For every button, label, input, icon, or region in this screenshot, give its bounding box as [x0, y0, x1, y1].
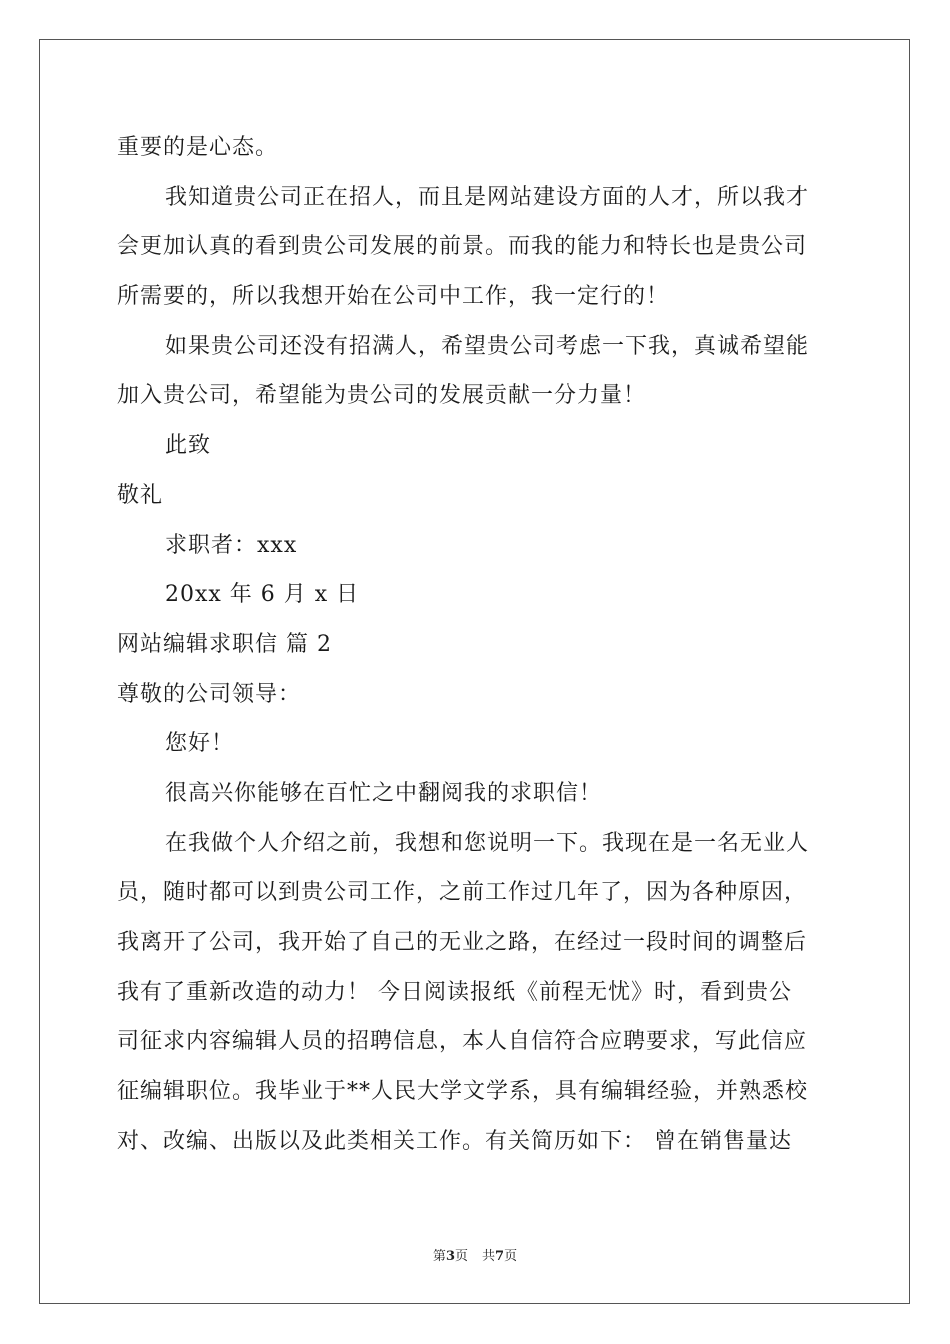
greeting-recipient: 尊敬的公司领导： [117, 682, 302, 707]
text-line: 如果贵公司还没有招满人，希望贵公司考虑一下我，真诚希望能 [165, 334, 810, 359]
text-line: 我有了重新改造的动力！ 今日阅读报纸《前程无忧》时，看到贵公 [117, 980, 792, 1005]
text-line: 对、改编、出版以及此类相关工作。有关简历如下： 曾在销售量达 [117, 1129, 792, 1154]
text-line: 司征求内容编辑人员的招聘信息，本人自信符合应聘要求，写此信应 [117, 1029, 808, 1054]
page-number-suffix: 页 [454, 1249, 468, 1264]
page-footer [0, 1248, 950, 1266]
page-total-suffix: 页 [504, 1249, 518, 1264]
text-line: 在我做个人介绍之前，我想和您说明一下。我现在是一名无业人 [165, 831, 810, 856]
page-number-current: 3 [445, 1249, 455, 1264]
text-line: 员，随时都可以到贵公司工作，之前工作过几年了，因为各种原因， [117, 880, 808, 905]
text-line: 征编辑职位。我毕业于**人民大学文学系，具有编辑经验，并熟悉校 [117, 1079, 809, 1104]
signature-date: 20xx 年 6 月 x 日 [165, 582, 360, 607]
text-line: 重要的是心态。 [117, 135, 279, 160]
greeting-hello: 您好！ [165, 731, 235, 756]
page-total-prefix: 共 [482, 1249, 496, 1264]
closing-regards: 敬礼 [117, 483, 164, 508]
signature-applicant: 求职者：xxx [165, 533, 298, 558]
closing-salutation: 此致 [165, 433, 212, 458]
section-heading: 网站编辑求职信 篇 2 [117, 632, 332, 657]
text-line: 很高兴你能够在百忙之中翻阅我的求职信！ [165, 781, 603, 806]
text-line: 我知道贵公司正在招人，而且是网站建设方面的人才，所以我才 [165, 185, 810, 210]
text-line: 我离开了公司，我开始了自己的无业之路，在经过一段时间的调整后 [117, 930, 808, 955]
page-number-prefix: 第 [432, 1249, 446, 1264]
text-line: 所需要的，所以我想开始在公司中工作，我一定行的！ [117, 284, 670, 309]
text-line: 加入贵公司，希望能为贵公司的发展贡献一分力量！ [117, 383, 647, 408]
text-line: 会更加认真的看到贵公司发展的前景。而我的能力和特长也是贵公司 [117, 234, 808, 259]
page-number-total: 7 [495, 1249, 505, 1264]
